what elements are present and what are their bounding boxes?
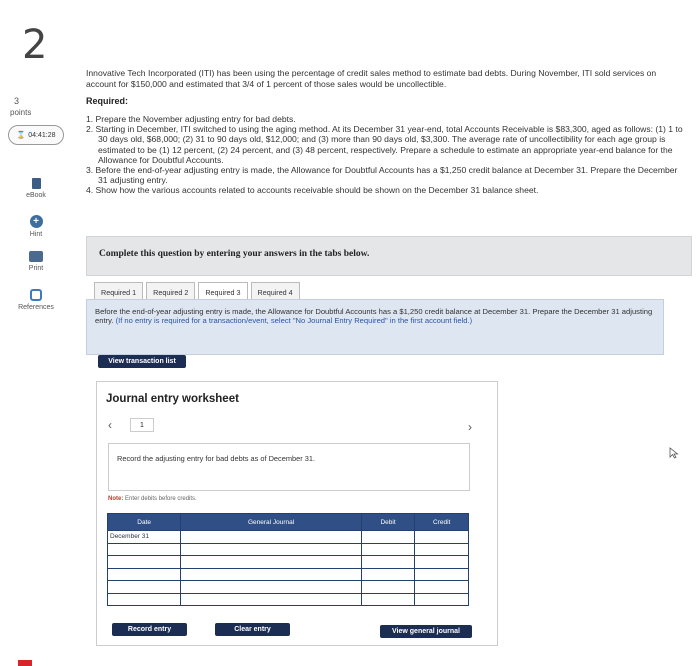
table-row bbox=[108, 581, 469, 594]
note-text: Enter debits before credits. bbox=[123, 496, 197, 502]
table-row bbox=[108, 593, 469, 606]
entry-note bbox=[108, 496, 197, 502]
ebook-button[interactable] bbox=[8, 178, 64, 199]
debit-input[interactable] bbox=[361, 543, 415, 556]
account-input[interactable] bbox=[181, 568, 361, 581]
required-title: Required: bbox=[86, 96, 129, 106]
instruction-bar: Complete this question by entering your answers in the tabs below. bbox=[86, 236, 692, 276]
bottom-marker bbox=[18, 660, 32, 666]
view-general-journal-button[interactable]: View general journal bbox=[380, 625, 472, 638]
hourglass-icon: ⌛ bbox=[16, 132, 26, 139]
problem-intro: Innovative Tech Incorporated (ITI) has been using the percentage of credit sales method to estimate bad debts. During November, ITI sold services on account for $150,000 and estimated that 3/4 of 1 percent of those sales would be uncollectible. bbox=[86, 68, 657, 89]
requirement-tabs bbox=[86, 280, 300, 300]
timer[interactable] bbox=[8, 125, 64, 145]
hint-button[interactable] bbox=[8, 215, 64, 238]
col-credit: Credit bbox=[415, 514, 469, 531]
col-general-journal: General Journal bbox=[181, 514, 361, 531]
points-value: 3 bbox=[14, 96, 20, 106]
tab-required-1[interactable]: Required 1 bbox=[94, 282, 143, 300]
chevron-right-icon[interactable]: › bbox=[468, 420, 472, 434]
credit-input[interactable] bbox=[415, 593, 469, 606]
debit-input[interactable] bbox=[361, 568, 415, 581]
credit-input[interactable] bbox=[415, 543, 469, 556]
hint-label: Hint bbox=[29, 231, 43, 238]
tab-required-3[interactable]: Required 3 bbox=[198, 282, 247, 300]
timer-value: 04:41:28 bbox=[28, 131, 56, 139]
instruction-panel bbox=[86, 299, 664, 355]
account-input[interactable] bbox=[181, 543, 361, 556]
references-button[interactable] bbox=[8, 289, 64, 311]
cursor-icon bbox=[669, 447, 679, 459]
account-input[interactable] bbox=[181, 581, 361, 594]
printer-icon bbox=[29, 251, 43, 262]
chevron-left-icon[interactable]: ‹ bbox=[108, 418, 112, 432]
date-cell bbox=[108, 581, 181, 594]
points-label: points bbox=[10, 108, 32, 117]
panel-note: (If no entry is required for a transaction/event, select "No Journal Entry Required" in the first account field.) bbox=[115, 316, 473, 326]
record-prompt: Record the adjusting entry for bad debts as of December 31. bbox=[108, 443, 470, 491]
table-row bbox=[108, 531, 469, 544]
ebook-label: eBook bbox=[26, 192, 46, 199]
table-row bbox=[108, 568, 469, 581]
record-entry-button[interactable]: Record entry bbox=[112, 623, 187, 636]
account-input[interactable] bbox=[181, 593, 361, 606]
requirement-item: 1. Prepare the November adjusting entry for bad debts. bbox=[86, 114, 296, 124]
note-label: Note: bbox=[108, 496, 124, 502]
date-cell bbox=[108, 556, 181, 569]
account-input[interactable] bbox=[181, 531, 361, 544]
date-cell bbox=[108, 593, 181, 606]
panel-text: Before the end-of-year adjusting entry is made, the Allowance for Doubtful Accounts has a $1,250 credit balance at December 31. Prepare the December 31 adjusting entry. bbox=[95, 307, 653, 326]
tab-required-4[interactable]: Required 4 bbox=[251, 282, 300, 300]
credit-input[interactable] bbox=[415, 568, 469, 581]
credit-input[interactable] bbox=[415, 581, 469, 594]
references-icon bbox=[30, 289, 42, 301]
debit-input[interactable] bbox=[361, 581, 415, 594]
debit-input[interactable] bbox=[361, 531, 415, 544]
tab-required-2[interactable]: Required 2 bbox=[146, 282, 195, 300]
date-cell bbox=[108, 543, 181, 556]
credit-input[interactable] bbox=[415, 556, 469, 569]
account-input[interactable] bbox=[181, 556, 361, 569]
credit-input[interactable] bbox=[415, 531, 469, 544]
requirement-item: 2. Starting in December, ITI switched to using the aging method. At its December 31 year-end, total Accounts Receivable is $83,300, aged as follows: (1) 1 to 30 days old, $68,000; (2) 31 to 90 days old, $12,000; and (3) more than 90 days old, $3,300. The average rate of uncollectibility for each age group is estimated to be (1) 12 percent, (2) 24 percent, and (3) 48 percent, respectively. Prepare a schedule to estimate an appropriate year-end balance for the Allowance for Doubtful Accounts. bbox=[86, 124, 683, 165]
table-row bbox=[108, 543, 469, 556]
page-indicator[interactable]: 1 bbox=[130, 418, 154, 432]
question-number: 2 bbox=[22, 22, 48, 68]
requirement-item: 4. Show how the various accounts related to accounts receivable should be shown on the December 31 balance sheet. bbox=[86, 185, 539, 196]
clear-entry-button[interactable]: Clear entry bbox=[215, 623, 290, 636]
view-transaction-list-button[interactable]: View transaction list bbox=[98, 355, 186, 368]
debit-input[interactable] bbox=[361, 593, 415, 606]
hint-icon: + bbox=[30, 215, 43, 228]
table-row bbox=[108, 556, 469, 569]
journal-table bbox=[107, 513, 469, 606]
date-cell: December 31 bbox=[108, 531, 181, 544]
col-debit: Debit bbox=[361, 514, 415, 531]
book-icon bbox=[32, 178, 41, 189]
debit-input[interactable] bbox=[361, 556, 415, 569]
date-cell bbox=[108, 568, 181, 581]
references-label: References bbox=[18, 304, 54, 311]
print-button[interactable] bbox=[8, 251, 64, 272]
requirements-list bbox=[86, 114, 686, 196]
col-date: Date bbox=[108, 514, 181, 531]
worksheet-title: Journal entry worksheet bbox=[106, 393, 239, 405]
print-label: Print bbox=[28, 265, 44, 272]
requirement-item: 3. Before the end-of-year adjusting entry is made, the Allowance for Doubtful Accounts has a $1,250 credit balance at December 31. Prepare the December 31 adjusting entry. bbox=[86, 165, 678, 186]
